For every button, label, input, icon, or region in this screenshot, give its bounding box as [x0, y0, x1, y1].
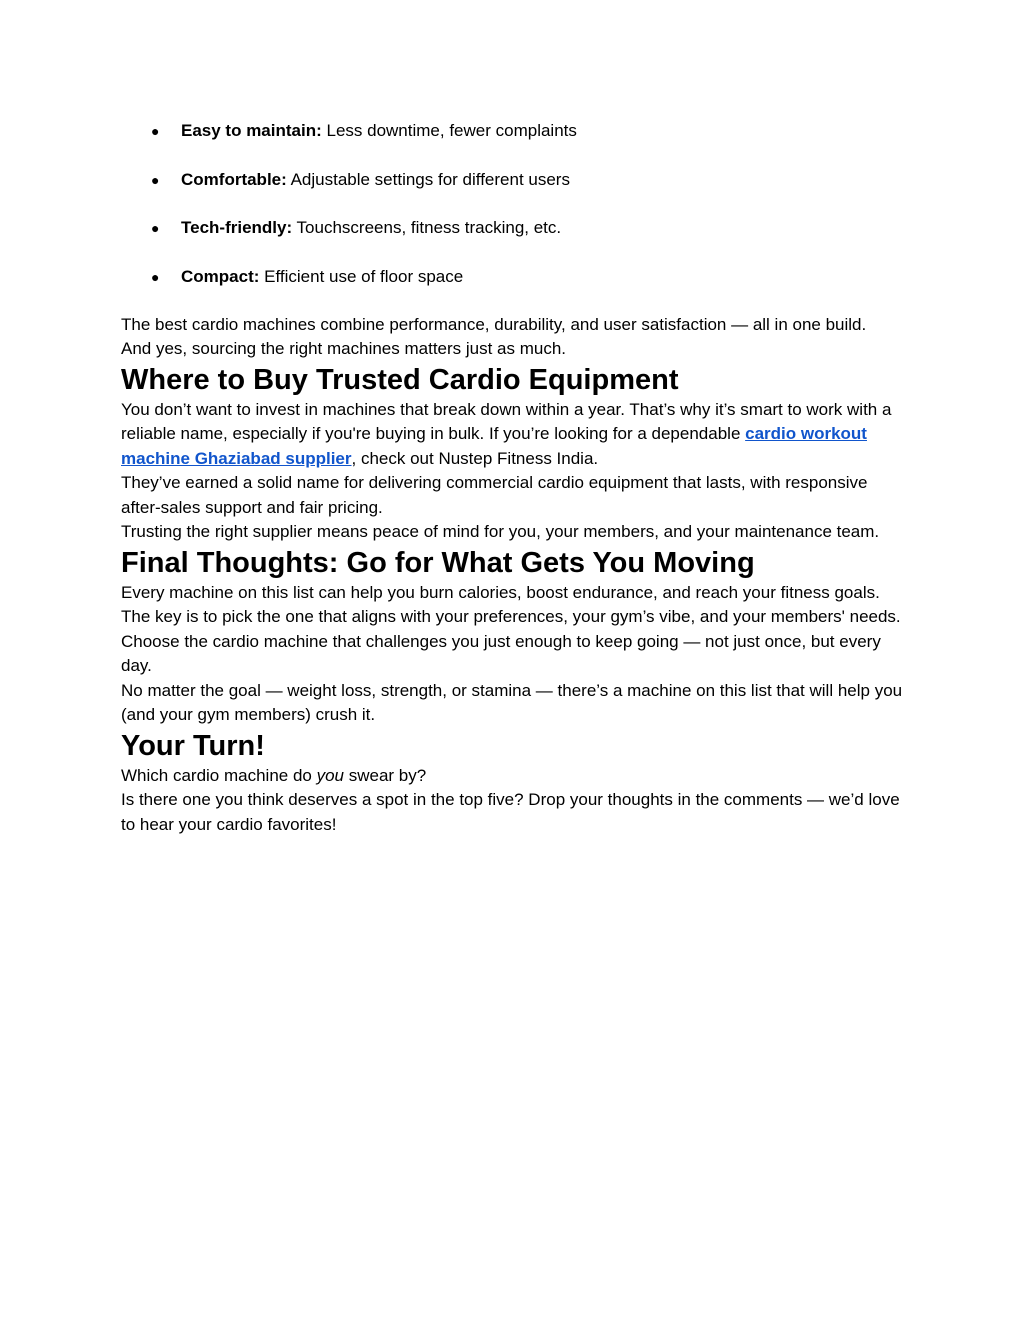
bullet-term: Comfortable:: [181, 169, 287, 189]
bullet-term: Tech-friendly:: [181, 218, 293, 238]
your-turn-line-1: Which cardio machine do: [121, 765, 317, 785]
heading-your-turn: Your Turn!: [121, 729, 265, 762]
buy-paragraph-1: [121, 398, 906, 472]
supplier-link[interactable]: cardio workout machine Ghaziabad supplier: [121, 424, 867, 468]
bullet-compact: [121, 264, 906, 290]
final-paragraph-3: No matter the goal — weight loss, strength, or stamina — there’s a machine on this list that will help you (and your gym members) crush it.: [121, 680, 903, 725]
bullet-dot-icon: ●: [151, 123, 160, 139]
heading-where-to-buy: Where to Buy Trusted Cardio Equipment: [121, 363, 679, 396]
feature-bullet-list: [121, 118, 906, 290]
bullet-tech-friendly: [121, 215, 906, 241]
bullet-text: Touchscreens, fitness tracking, etc.: [292, 218, 562, 238]
buy-paragraph-1-text: You don’t want to invest in machines that break down within a year. That’s why it’s smart to work with a reliable name, especially if you're buying in bulk. If you’re looking for a dependable: [121, 399, 892, 444]
buy-paragraph-2: They’ve earned a solid name for delivering commercial cardio equipment that lasts, with responsive after-sales support and fair pricing.: [121, 473, 868, 517]
bullet-text: Efficient use of floor space: [259, 267, 464, 287]
your-turn-line-1-tail: swear by?: [344, 765, 427, 785]
final-paragraph-2: Choose the cardio machine that challenges you just enough to keep going — not just once, but every day.: [121, 631, 881, 676]
bullet-text: Less downtime, fewer complaints: [321, 121, 577, 140]
bullet-easy-to-maintain: [121, 118, 906, 144]
buy-paragraph-3: Trusting the right supplier means peace of mind for you, your members, and your maintenance team.: [121, 522, 880, 542]
your-turn-paragraph: [121, 764, 906, 838]
bullet-term: Easy to maintain:: [181, 121, 322, 140]
intro-paragraph-1: The best cardio machines combine performance, durability, and user satisfaction — all in one build.: [121, 314, 867, 334]
bullet-dot-icon: ●: [151, 269, 160, 286]
bullet-comfortable: [121, 167, 906, 193]
document-content: [121, 118, 906, 837]
buy-paragraph-1-tail: , check out Nustep Fitness India.: [351, 448, 599, 468]
bullet-term: Compact:: [181, 267, 260, 287]
heading-final-thoughts: Final Thoughts: Go for What Gets You Moving: [121, 546, 755, 579]
bullet-text: Adjustable settings for different users: [286, 169, 570, 189]
bullet-dot-icon: ●: [151, 220, 160, 237]
your-turn-emphasis: you: [316, 765, 345, 785]
your-turn-line-2: Is there one you think deserves a spot in the top five? Drop your thoughts in the comments — we’d love to hear your cardio favorites!: [121, 790, 900, 834]
final-paragraph-1: Every machine on this list can help you burn calories, boost endurance, and reach your fitness goals. The key is to pick the one that aligns with your preferences, your gym’s vibe, and your members' needs.: [121, 582, 901, 627]
intro-paragraph-2: And yes, sourcing the right machines matters just as much.: [121, 339, 567, 359]
bullet-dot-icon: ●: [151, 171, 160, 188]
